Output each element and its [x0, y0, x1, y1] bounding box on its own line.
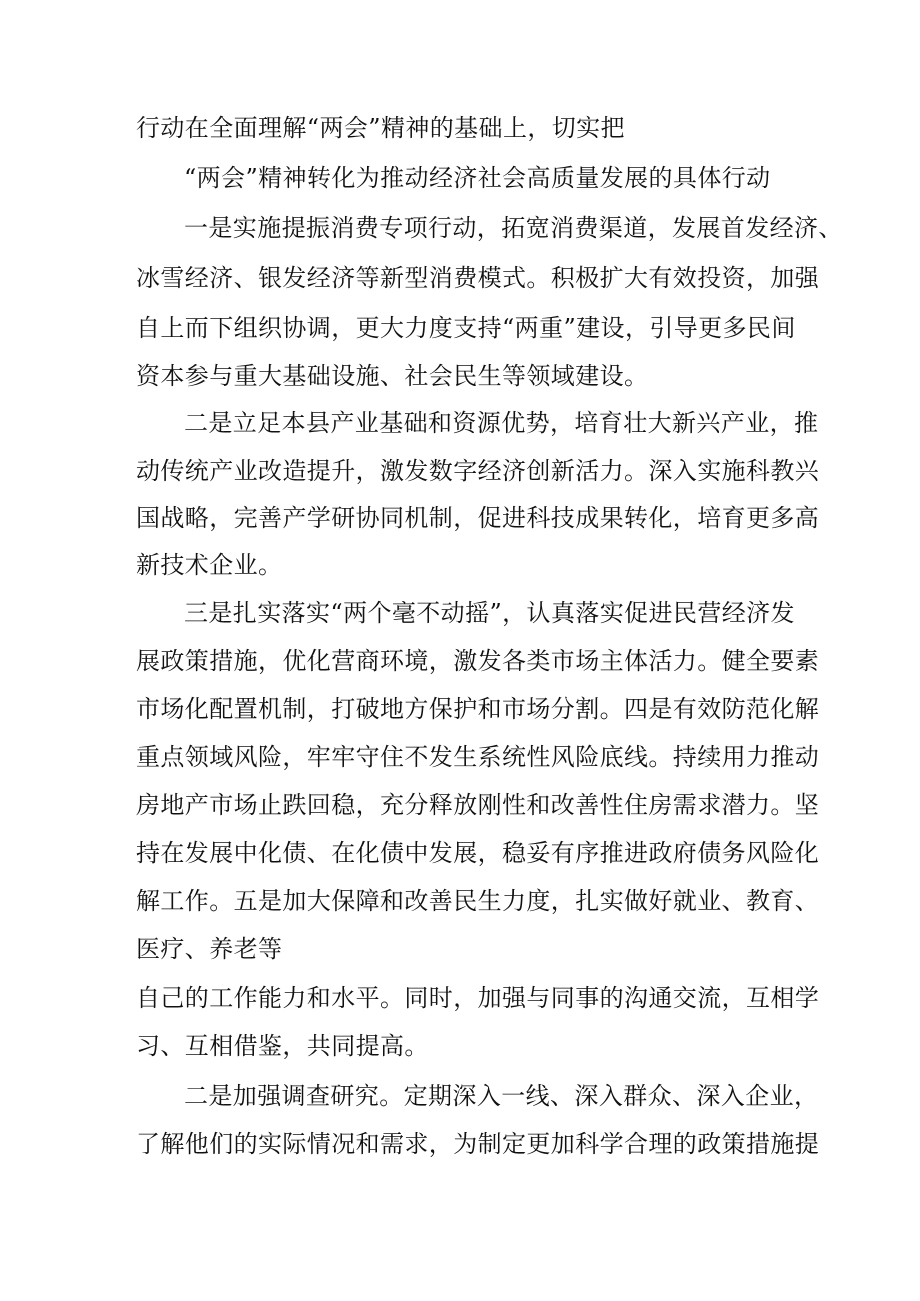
text-line: 重点领域风险，牢牢守住不发生系统性风险底线。持续用力推动: [136, 743, 820, 771]
text-line: 市场化配置机制，打破地方保护和市场分割。四是有效防范化解: [136, 695, 820, 723]
text-line: 三是扎实落实“两个毫不动摇”，认真落实促进民营经济发: [184, 599, 795, 627]
text-line: 行动在全面理解“两会”精神的基础上，切实把: [136, 114, 625, 142]
text-line: 持在发展中化债、在化债中发展，稳妥有序推进政府债务风险化: [136, 839, 820, 867]
text-line: 了解他们的实际情况和需求，为制定更加科学合理的政策措施提: [136, 1130, 820, 1158]
text-line: 医疗、养老等: [136, 935, 283, 963]
text-line: 冰雪经济、银发经济等新型消费模式。积极扩大有效投资，加强: [136, 264, 820, 292]
text-line: 资本参与重大基础设施、社会民生等领域建设。: [136, 362, 649, 390]
text-line: 习、互相借鉴，共同提高。: [136, 1032, 429, 1060]
text-line: 二是加强调查研究。定期深入一线、深入群众、深入企业，: [184, 1082, 819, 1110]
text-line: 一是实施提振消费专项行动，拓宽消费渠道，发展首发经济、: [184, 214, 843, 242]
text-line: 国战略，完善产学研协同机制，促进科技成果转化，培育更多高: [136, 504, 820, 532]
text-line: 解工作。五是加大保障和改善民生力度，扎实做好就业、教育、: [136, 887, 820, 915]
text-line: 新技术企业。: [136, 551, 283, 579]
text-line: 自上而下组织协调，更大力度支持“两重”建设，引导更多民间: [136, 314, 796, 342]
text-line: 展政策措施，优化营商环境，激发各类市场主体活力。健全要素: [136, 647, 820, 675]
text-line: 自己的工作能力和水平。同时，加强与同事的沟通交流，互相学: [136, 984, 820, 1012]
text-line: 动传统产业改造提升，激发数字经济创新活力。深入实施科教兴: [136, 457, 820, 485]
text-line: “两会”精神转化为推动经济社会高质量发展的具体行动: [184, 164, 771, 192]
text-line: 房地产市场止跌回稳，充分释放刚性和改善性住房需求潜力。坚: [136, 791, 820, 819]
text-line: 二是立足本县产业基础和资源优势，培育壮大新兴产业，推: [184, 409, 819, 437]
